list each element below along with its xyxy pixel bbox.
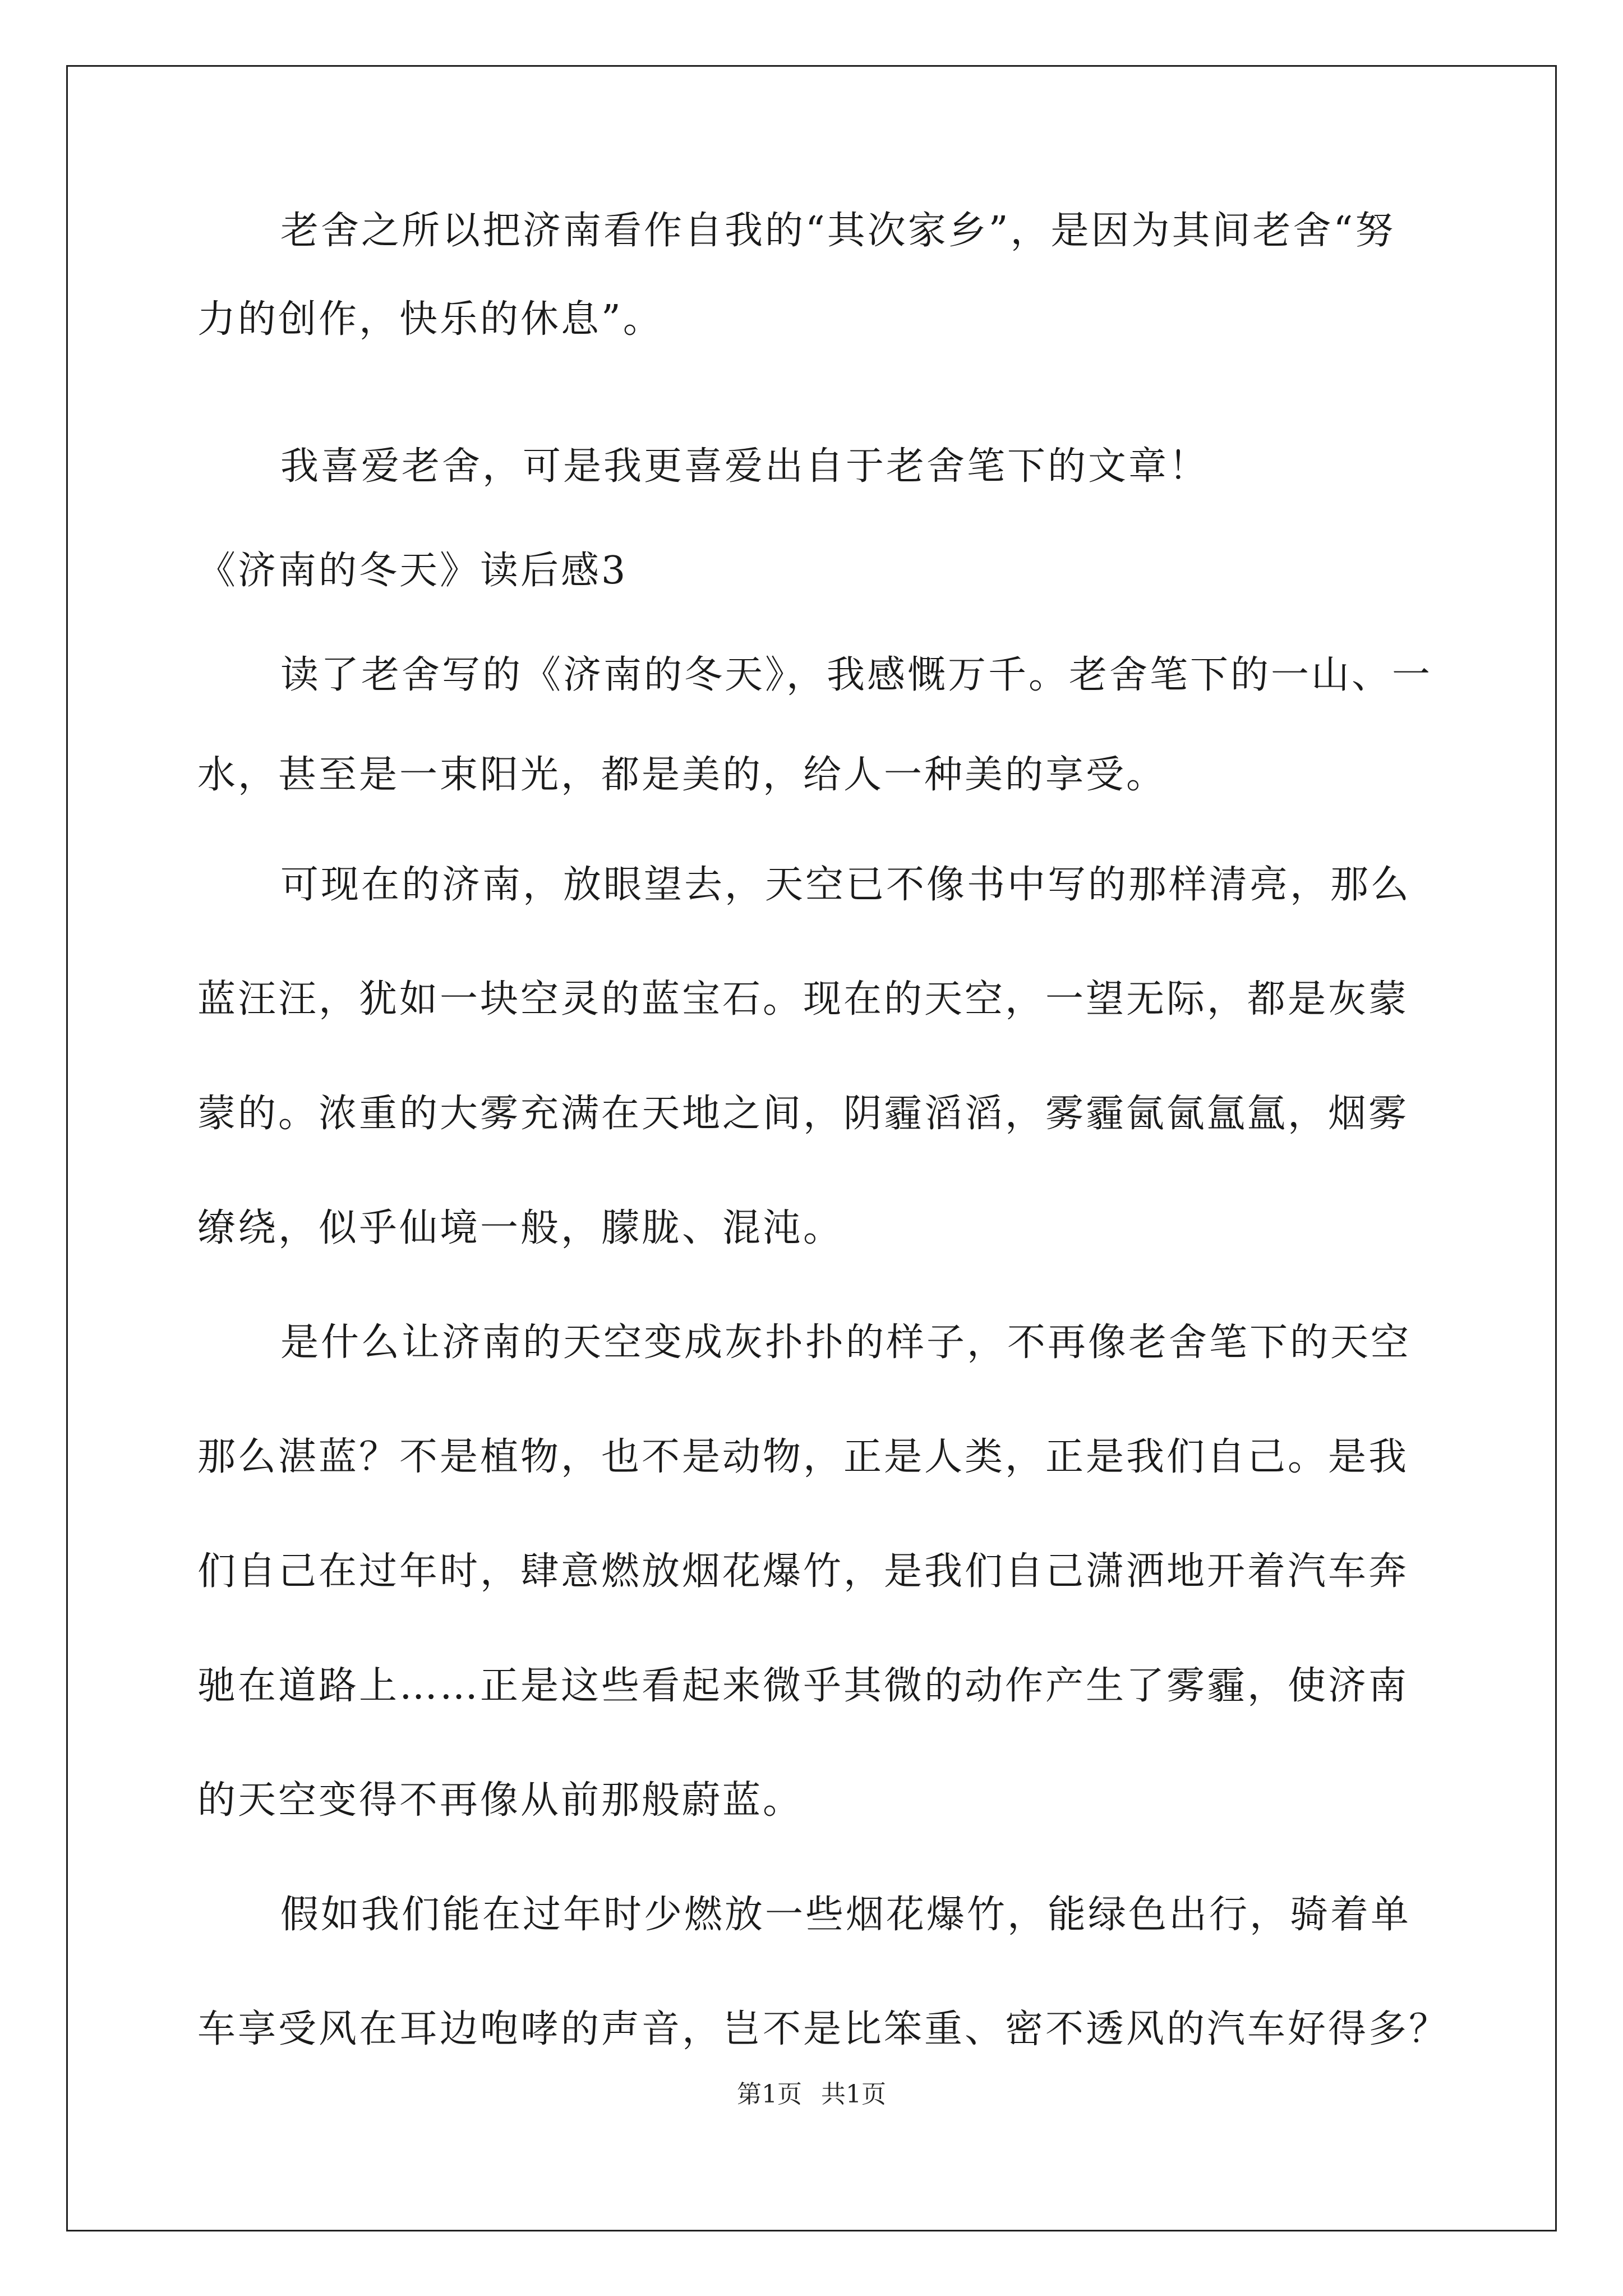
paragraph-6-line-2: 那么湛蓝？不是植物，也不是动物，正是人类，正是我们自己。是我 — [197, 1435, 1409, 1479]
paragraph-5-line-1: 可现在的济南，放眼望去，天空已不像书中写的那样清亮，那么 — [280, 863, 1412, 907]
paragraph-1-line-1: 老舍之所以把济南看作自我的“其次家乡”，是因为其间老舍“努 — [280, 209, 1396, 253]
paragraph-6-line-4: 驰在道路上……正是这些看起来微乎其微的动作产生了雾霾，使济南 — [197, 1664, 1409, 1708]
paragraph-1-line-2: 力的创作，快乐的休息”。 — [197, 297, 663, 342]
paragraph-6-line-3: 们自己在过年时，肆意燃放烟花爆竹，是我们自己潇洒地开着汽车奔 — [197, 1549, 1409, 1594]
paragraph-4-line-2: 水，甚至是一束阳光，都是美的，给人一种美的享受。 — [197, 753, 1167, 797]
paragraph-6-line-5: 的天空变得不再像从前那般蔚蓝。 — [197, 1778, 804, 1823]
paragraph-4-line-1: 读了老舍写的《济南的冬天》，我感慨万千。老舍笔下的一山、一 — [280, 653, 1433, 697]
paragraph-7-line-1: 假如我们能在过年时少燃放一些烟花爆竹，能绿色出行，骑着单 — [280, 1893, 1412, 1937]
page-footer — [0, 2079, 1623, 2110]
page-number: 第1页 — [737, 2080, 802, 2109]
paragraph-2-line-1: 我喜爱老舍，可是我更喜爱出自于老舍笔下的文章！ — [280, 444, 1210, 489]
paragraph-5-line-2: 蓝汪汪，犹如一块空灵的蓝宝石。现在的天空，一望无际，都是灰蒙 — [197, 977, 1409, 1022]
section-heading: 《济南的冬天》读后感3 — [197, 549, 628, 593]
paragraph-5-line-4: 缭绕，似乎仙境一般，朦胧、混沌。 — [197, 1206, 844, 1250]
paragraph-6-line-1: 是什么让济南的天空变成灰扑扑的样子，不再像老舍笔下的天空 — [280, 1320, 1412, 1365]
paragraph-7-line-2: 车享受风在耳边咆哮的声音，岂不是比笨重、密不透风的汽车好得多？ — [197, 2007, 1450, 2051]
page-total: 共1页 — [821, 2080, 886, 2109]
paragraph-5-line-3: 蒙的。浓重的大雾充满在天地之间，阴霾滔滔，雾霾氤氤氲氲，烟雾 — [197, 1092, 1409, 1136]
